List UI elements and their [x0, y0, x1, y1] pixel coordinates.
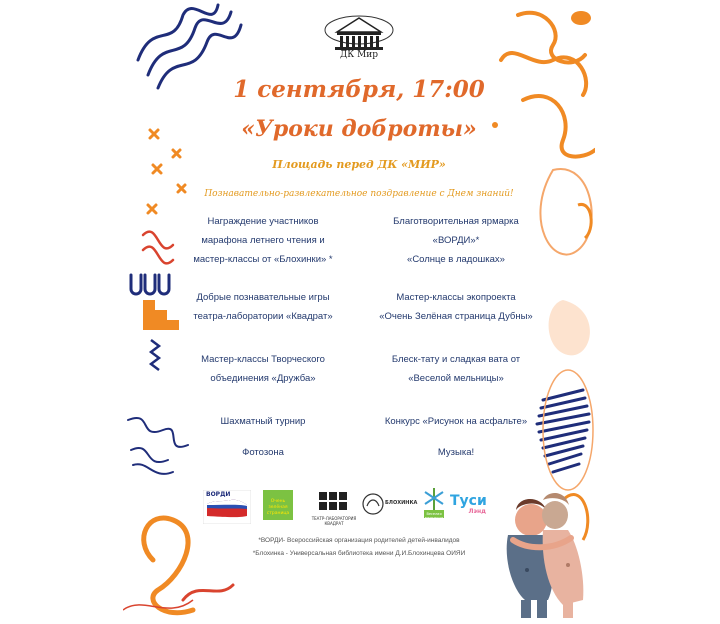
program-item-chess: Шахматный турнир: [220, 416, 306, 427]
mill-logo: Веселая мельница: [421, 484, 447, 520]
program-item-druzhba: Мастер-классы Творческого объединения «Дружба»: [201, 354, 325, 384]
blokhinka-logo: БЛОХИНКА: [361, 490, 415, 520]
event-name-title: «Уроки доброты»: [241, 116, 477, 142]
vordi-logo: ВОРДИ: [203, 490, 251, 524]
building-logo-icon: [319, 10, 399, 52]
green-page-logo: Очень зелёная страница: [263, 490, 293, 520]
program-item-tattoo: Блеск-тату и сладкая вата от «Веселой мельницы»: [391, 354, 521, 384]
tusi-land-logo: Туси Лэнд: [450, 493, 487, 515]
program-item-eco: Мастер-классы экопроекта «Очень Зелёная страница Дубны»: [379, 292, 533, 322]
program-item-fair: Благотворительная ярмарка «ВОРДИ»* «Солнце в ладошках»: [393, 216, 519, 265]
event-tagline: Познавательно-развлекательное поздравление с Днем знаний!: [204, 189, 514, 199]
footnote-vordi: *ВОРДИ- Всероссийская организация родителей детей-инвалидов: [258, 537, 460, 544]
program-item-drawing: Конкурс «Рисунок на асфальте»: [384, 416, 528, 427]
poster: [123, 0, 595, 624]
program-item-games: Добрые познавательные игры театра-лаборатории «Квадрат»: [193, 292, 333, 322]
blokhinka-icon: [361, 492, 385, 516]
program-item-music: Музыка!: [437, 447, 475, 458]
program-item-photozone: Фотозона: [242, 447, 284, 458]
kvadrat-logo: ТЕАТР-ЛАБОРАТОРИЯ КВАДРАТ: [303, 490, 365, 524]
dk-mir-logo: [319, 10, 399, 66]
program-item-awards: Награждение участников марафона летнего чтения и мастер-классы от «Блохинки» *: [193, 216, 333, 265]
event-place: Площадь перед ДК «МИР»: [272, 158, 446, 171]
event-date-title: 1 сентября, 17:00: [233, 76, 485, 103]
logo-name: ДК Мир: [339, 50, 379, 60]
footnote-blokhinka: *Блохинка - Универсальная библиотека имени Д.И.Блохинцева ОИЯИ: [252, 550, 466, 557]
